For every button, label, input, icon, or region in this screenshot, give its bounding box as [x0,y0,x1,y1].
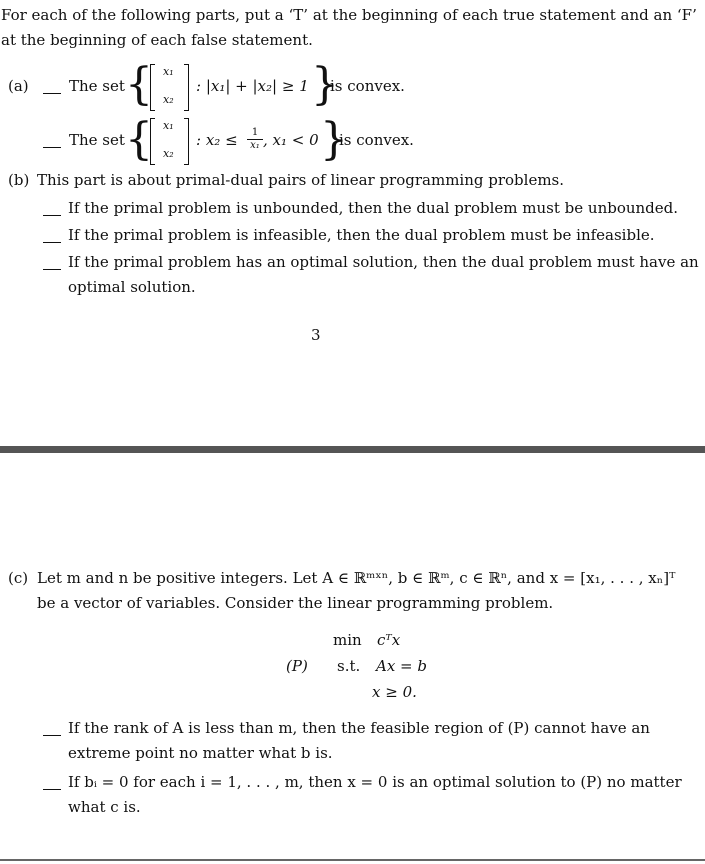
lp-min-label: min [333,631,362,649]
page-number: 3 [311,326,321,344]
a1-vec-bottom: x₂ [163,93,174,106]
a1-lead: The set [69,77,125,95]
a2-frac-num: 1 [251,127,259,138]
lp-constraint-2: x ≥ 0. [372,683,417,701]
b-item-3: If the primal problem has an optimal solution, then the dual problem must have an [68,253,699,271]
intro-line-1: For each of the following parts, put a ‘T’ at the beginning of each true statement and an ‘F’ [1,6,697,24]
a2-condition-b: , x₁ < 0 [263,131,319,149]
intro-line-2: at the beginning of each false statement. [1,31,313,49]
a2-lead: The set [69,131,125,149]
a2-vec-bottom: x₂ [163,147,174,160]
b-item-3-cont: optimal solution. [68,278,196,296]
answer-blank-c1[interactable] [43,735,61,736]
page-separator [0,446,705,453]
a2-vec-left-bracket [150,118,155,165]
part-c-line-1: Let m and n be positive integers. Let A ∈ ℝᵐˣⁿ, b ∈ ℝᵐ, c ∈ ℝⁿ, and x = [x₁, . . . , xₙ]ᵀ [37,569,676,587]
a2-frac-den: x₁ [250,140,260,151]
answer-blank-c2[interactable] [43,789,61,790]
a2-left-brace: { [125,114,153,165]
lp-st-label: s.t. [337,657,361,675]
answer-blank-a2[interactable] [43,147,61,148]
part-c-label: (c) [8,569,29,587]
a1-left-brace: { [125,59,153,110]
part-b-intro: This part is about primal-dual pairs of linear programming problems. [37,171,565,189]
a1-condition: : |x₁| + |x₂| ≥ 1 [196,77,309,95]
answer-blank-b3[interactable] [43,269,61,270]
b-item-1: If the primal problem is unbounded, then the dual problem must be unbounded. [68,199,679,217]
a1-vec-left-bracket [150,64,155,111]
c-item-1-line-1: If the rank of A is less than m, then the feasible region of (P) cannot have an [68,719,650,737]
part-c-line-2: be a vector of variables. Consider the linear programming problem. [37,594,554,612]
a2-fraction [247,128,263,151]
c-item-2-line-1: If bᵢ = 0 for each i = 1, . . . , m, then x = 0 is an optimal solution to (P) no matter [68,773,682,791]
part-a-label: (a) [8,77,29,95]
a1-right-brace: } [311,59,339,110]
a2-vec-top: x₁ [163,119,174,132]
a2-vec-right-bracket [184,118,189,165]
c-item-2-line-2: what c is. [68,798,141,816]
a2-condition-a: : x₂ ≤ [196,131,238,149]
answer-blank-b2[interactable] [43,242,61,243]
c-item-1-line-2: extreme point no matter what b is. [68,744,333,762]
a1-vec-right-bracket [184,64,189,111]
lp-constraint-1: Ax = b [376,657,427,675]
answer-blank-b1[interactable] [43,215,61,216]
b-item-2: If the primal problem is infeasible, then the dual problem must be infeasible. [68,226,655,244]
a2-tail: is convex. [339,131,414,149]
a1-vec-top: x₁ [163,65,174,78]
lp-objective: cᵀx [377,631,401,649]
bottom-page-edge [0,859,705,861]
lp-name: (P) [286,657,308,675]
part-b-label: (b) [8,171,30,189]
a1-tail: is convex. [330,77,405,95]
a2-right-brace: } [320,114,348,165]
answer-blank-a1[interactable] [43,93,61,94]
